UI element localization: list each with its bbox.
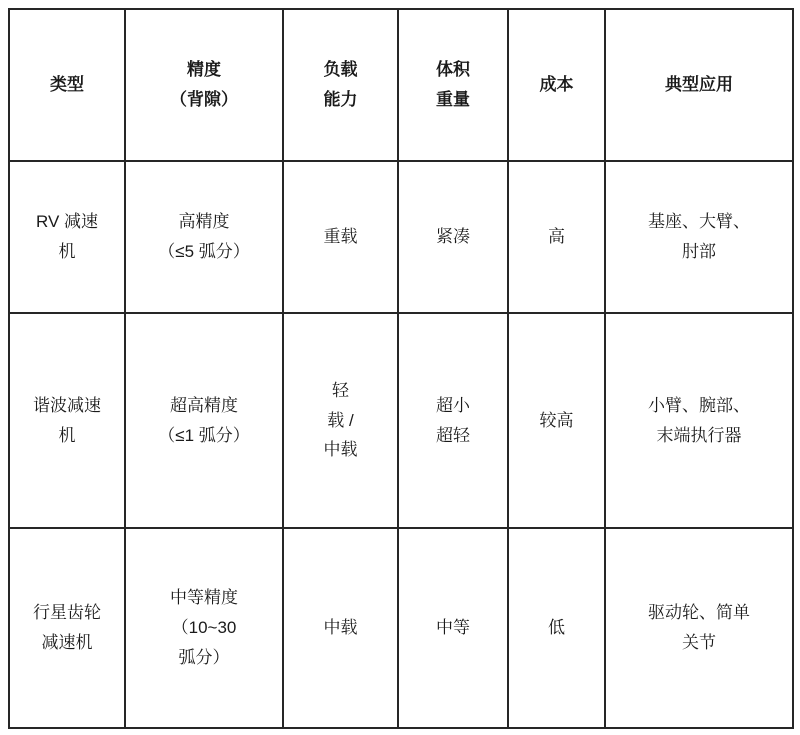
column-header-typical-application [605,9,793,161]
cell-line: 高精度 [178,212,230,232]
cell-line: 高 [548,227,565,247]
header-line: 典型应用 [665,75,733,95]
cell-precision [125,313,283,528]
table-row [9,313,793,528]
cell-type [9,528,125,728]
cell-line: RV 减速 [35,212,99,232]
table-header-row [9,9,793,161]
cell-typical-application [605,528,793,728]
header-line: 重量 [436,90,470,109]
cell-type [9,313,125,528]
cell-line: 机 [58,425,76,445]
cell-line: 谐波减速 [33,395,101,415]
cell-volume-weight [398,528,508,728]
cell-line: 载 / [327,410,354,430]
cell-line: 超轻 [436,425,470,445]
cell-volume-weight [398,161,508,313]
header-line: 精度 [187,60,221,80]
cell-load-capacity [283,528,398,728]
cell-line: 中等精度 [170,588,238,608]
column-header-load-capacity [283,9,398,161]
cell-line: 中载 [323,618,358,638]
cell-line: 弧分） [178,647,230,667]
table-row [9,161,793,313]
column-header-type [9,9,125,161]
cell-load-capacity [283,313,398,528]
cell-line: 关节 [682,633,716,652]
cell-line: 基座、大臂、 [648,212,750,232]
table-body [9,161,793,728]
cell-line: 低 [548,618,565,638]
cell-line: （≤5 弧分） [158,242,250,261]
column-header-volume-weight [398,9,508,161]
cell-line: 超小 [436,395,470,415]
cell-precision [125,528,283,728]
cell-line: （≤1 弧分） [158,425,250,445]
header-line: 成本 [539,75,574,95]
cell-line: 减速机 [41,633,93,652]
cell-line: 中载 [323,440,358,460]
cell-load-capacity [283,161,398,313]
cell-line: 肘部 [682,242,716,261]
column-header-precision [125,9,283,161]
cell-line: 较高 [539,410,574,430]
cell-line: 轻 [332,380,349,400]
cell-line: 行星齿轮 [33,603,101,623]
table-header [9,9,793,161]
header-line: 负载 [323,60,358,80]
cell-line: 中等 [436,618,470,638]
column-header-cost [508,9,605,161]
header-line: 体积 [436,60,470,80]
cell-precision [125,161,283,313]
cell-line: 末端执行器 [656,425,742,445]
reducer-comparison-table [8,8,794,729]
cell-line: 机 [58,242,76,261]
cell-volume-weight [398,313,508,528]
header-line: 能力 [323,90,358,109]
cell-line: 小臂、腕部、 [648,395,750,415]
cell-cost [508,528,605,728]
header-line: 类型 [50,75,84,95]
cell-line: 超高精度 [170,395,238,415]
cell-line: 紧凑 [436,227,470,247]
cell-line: （10~30 [171,618,237,638]
table-row [9,528,793,728]
cell-line: 驱动轮、简单 [648,603,750,623]
cell-typical-application [605,161,793,313]
cell-cost [508,161,605,313]
header-line: （背隙） [170,90,238,109]
cell-typical-application [605,313,793,528]
cell-cost [508,313,605,528]
cell-type [9,161,125,313]
cell-line: 重载 [323,227,358,247]
